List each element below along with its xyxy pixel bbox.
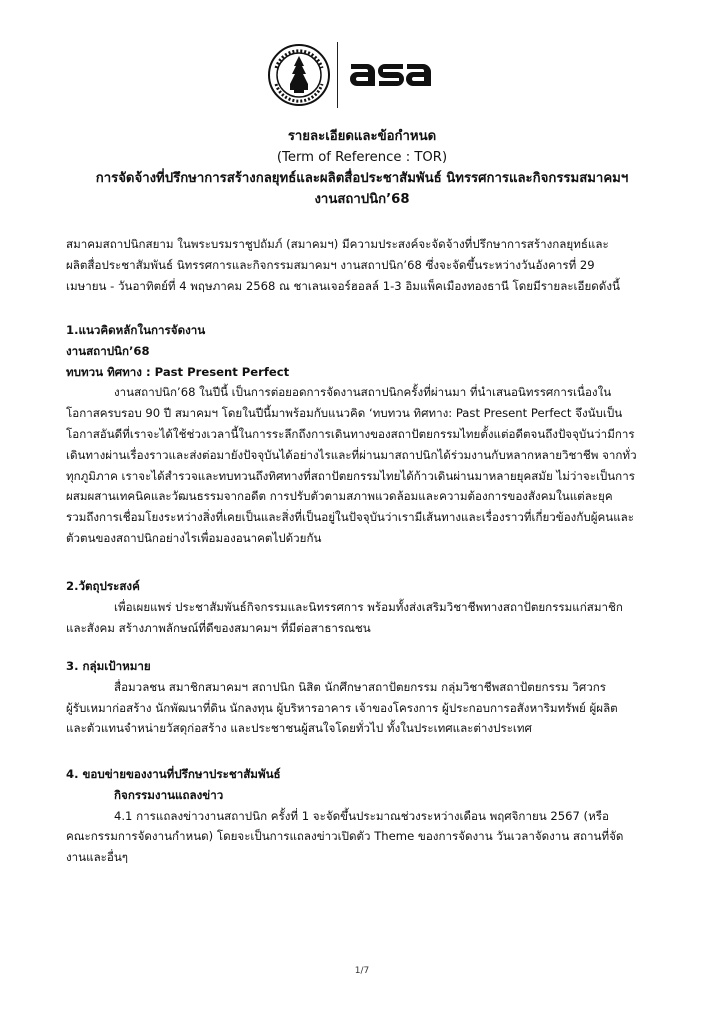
- title-event: งานสถาปนิก’68: [314, 192, 410, 207]
- section-1-heading: 1.แนวคิดหลักในการจัดงาน: [66, 323, 206, 337]
- section-1-line: รวมถึงการเชื่อมโยงระหว่างสิ่งที่เคยเป็นและสิ่งที่เป็นอยู่ในปัจจุบันว่าเรามีเส้นทางและเรื่องราวที่เกี่ยวข้องกับผู้คนและ: [66, 510, 634, 525]
- intro-paragraph: [66, 234, 666, 296]
- title-thai: รายละเอียดและข้อกำหนด: [287, 129, 437, 144]
- section-4-heading: 4. ขอบข่ายของงานที่ปรึกษาประชาสัมพันธ์: [66, 767, 281, 781]
- section-1-line: ผสมผสานเทคนิคและวัฒนธรรมจากอดีต การปรับตัวตามสภาพแวดล้อมและความต้องการของสังคมในแต่ละยุค: [66, 489, 613, 504]
- section-4-subheading: กิจกรรมงานแถลงข่าว: [114, 787, 224, 802]
- section-1-line: โอกาสอันดีที่เราจะได้ใช้ช่วงเวลานี้ในการระลึกถึงการเดินทางของสถาปัตยกรรมไทยตั้งแต่อดีตจนถึงปัจจุบันว่ามีการ: [66, 426, 635, 441]
- logo-divider: [337, 42, 338, 108]
- section-1-subheading: งานสถาปนิก’68: [66, 343, 150, 358]
- section-3-line: ผู้รับเหมาก่อสร้าง นักพัฒนาที่ดิน นักลงทุน ผู้บริหารอาคาร เจ้าของโครงการ ผู้ประกอบการอสังหาริมทรัพย์ ผู้ผลิต: [66, 700, 618, 715]
- section-1-line: งานสถาปนิก’68 ในปีนี้ เป็นการต่อยอดการจัดงานสถาปนิกครั้งที่ผ่านมา ที่นำเสนอนิทรรศการเนื่องใน: [114, 385, 612, 400]
- title-project: การจัดจ้างที่ปรึกษาการสร้างกลยุทธ์และผลิตสื่อประชาสัมพันธ์ นิทรรศการและกิจกรรมสมาคมฯ: [95, 171, 629, 186]
- section-3: [66, 656, 666, 739]
- intro-line: เมษายน - วันอาทิตย์ที่ 4 พฤษภาคม 2568 ณ ชาเลนเจอร์ฮอลล์ 1-3 อิมแพ็คเมืองทองธานี โดยมีรายละเอียดดังนี้: [66, 278, 620, 293]
- section-2-line: เพื่อเผยแพร่ ประชาสัมพันธ์กิจกรรมและนิทรรศการ พร้อมทั้งส่งเสริมวิชาชีพทางสถาปัตยกรรมแก่สมาชิก: [114, 599, 623, 614]
- title-english: (Term of Reference : TOR): [276, 150, 448, 165]
- section-1-line: ทุกภูมิภาค เราจะได้สำรวจและทบทวนถึงทิศทางที่สถาปัตยกรรมไทยได้ก้าวเดินผ่านมาหลายยุคสมัย ไม่ว่าจะเป็นการ: [66, 468, 635, 483]
- intro-line: สมาคมสถาปนิกสยาม ในพระบรมราชูปถัมภ์ (สมาคมฯ) มีความประสงค์จะจัดจ้างที่ปรึกษาการสร้างกลยุทธ์และ: [66, 237, 609, 251]
- section-1-line: ตัวตนของสถาปนิกอย่างไรเพื่อมองอนาคตไปด้วยกัน: [66, 530, 322, 545]
- page-number: 1/7: [354, 966, 370, 976]
- association-seal-icon: [268, 44, 330, 106]
- section-3-heading: 3. กลุ่มเป้าหมาย: [66, 659, 151, 673]
- intro-line: ผลิตสื่อประชาสัมพันธ์ นิทรรศการและกิจกรรมสมาคมฯ งานสถาปนิก’68 ซึ่งจะจัดขึ้นระหว่างวันอังคารที่ 29: [66, 257, 595, 272]
- section-4: [66, 764, 666, 868]
- section-1-line: เดินทางผ่านเรื่องราวและส่งต่อมายังปัจจุบันได้อย่างไรและที่ผ่านมาสถาปนิกได้ร่วมงานกับหลากหลายวิชาชีพ จากทั่ว: [66, 447, 637, 462]
- section-2-line: และสังคม สร้างภาพลักษณ์ที่ดีของสมาคมฯ ที่มีต่อสาธารณชน: [66, 620, 371, 635]
- section-1-theme: ทบทวน ทิศทาง : Past Present Perfect: [66, 364, 290, 379]
- section-2-heading: 2.วัตถุประสงค์: [66, 579, 140, 593]
- header-logos: [0, 40, 724, 120]
- section-1-line: โอกาสครบรอบ 90 ปี สมาคมฯ โดยในปีนี้มาพร้อมกับแนวคิด ‘ทบทวน ทิศทาง: Past Present Perfect จึงนับเป็น: [66, 406, 623, 421]
- section-3-line: และตัวแทนจำหน่ายวัสดุก่อสร้าง และประชาชนผู้สนใจโดยทั่วไป ทั้งในประเทศและต่างประเทศ: [66, 721, 532, 736]
- document-title-block: [40, 126, 684, 210]
- section-1: [66, 320, 666, 549]
- asa-logo-icon: [347, 54, 437, 94]
- section-4-line: คณะกรรมการจัดงานกำหนด) โดยจะเป็นการแถลงข่าวเปิดตัว Theme ของการจัดงาน วันเวลาจัดงาน สถานที่จัด: [66, 829, 624, 844]
- section-4-line: งานและอื่นๆ: [66, 850, 129, 865]
- section-2: [66, 576, 666, 638]
- section-4-line: 4.1 การแถลงข่าวงานสถาปนิก ครั้งที่ 1 จะจัดขึ้นประมาณช่วงระหว่างเดือน พฤศจิกายน 2567 (หรือ: [114, 808, 609, 823]
- section-3-line: สื่อมวลชน สมาชิกสมาคมฯ สถาปนิก นิสิต นักศึกษาสถาปัตยกรรม กลุ่มวิชาชีพสถาปัตยกรรม วิศวกร: [114, 679, 606, 694]
